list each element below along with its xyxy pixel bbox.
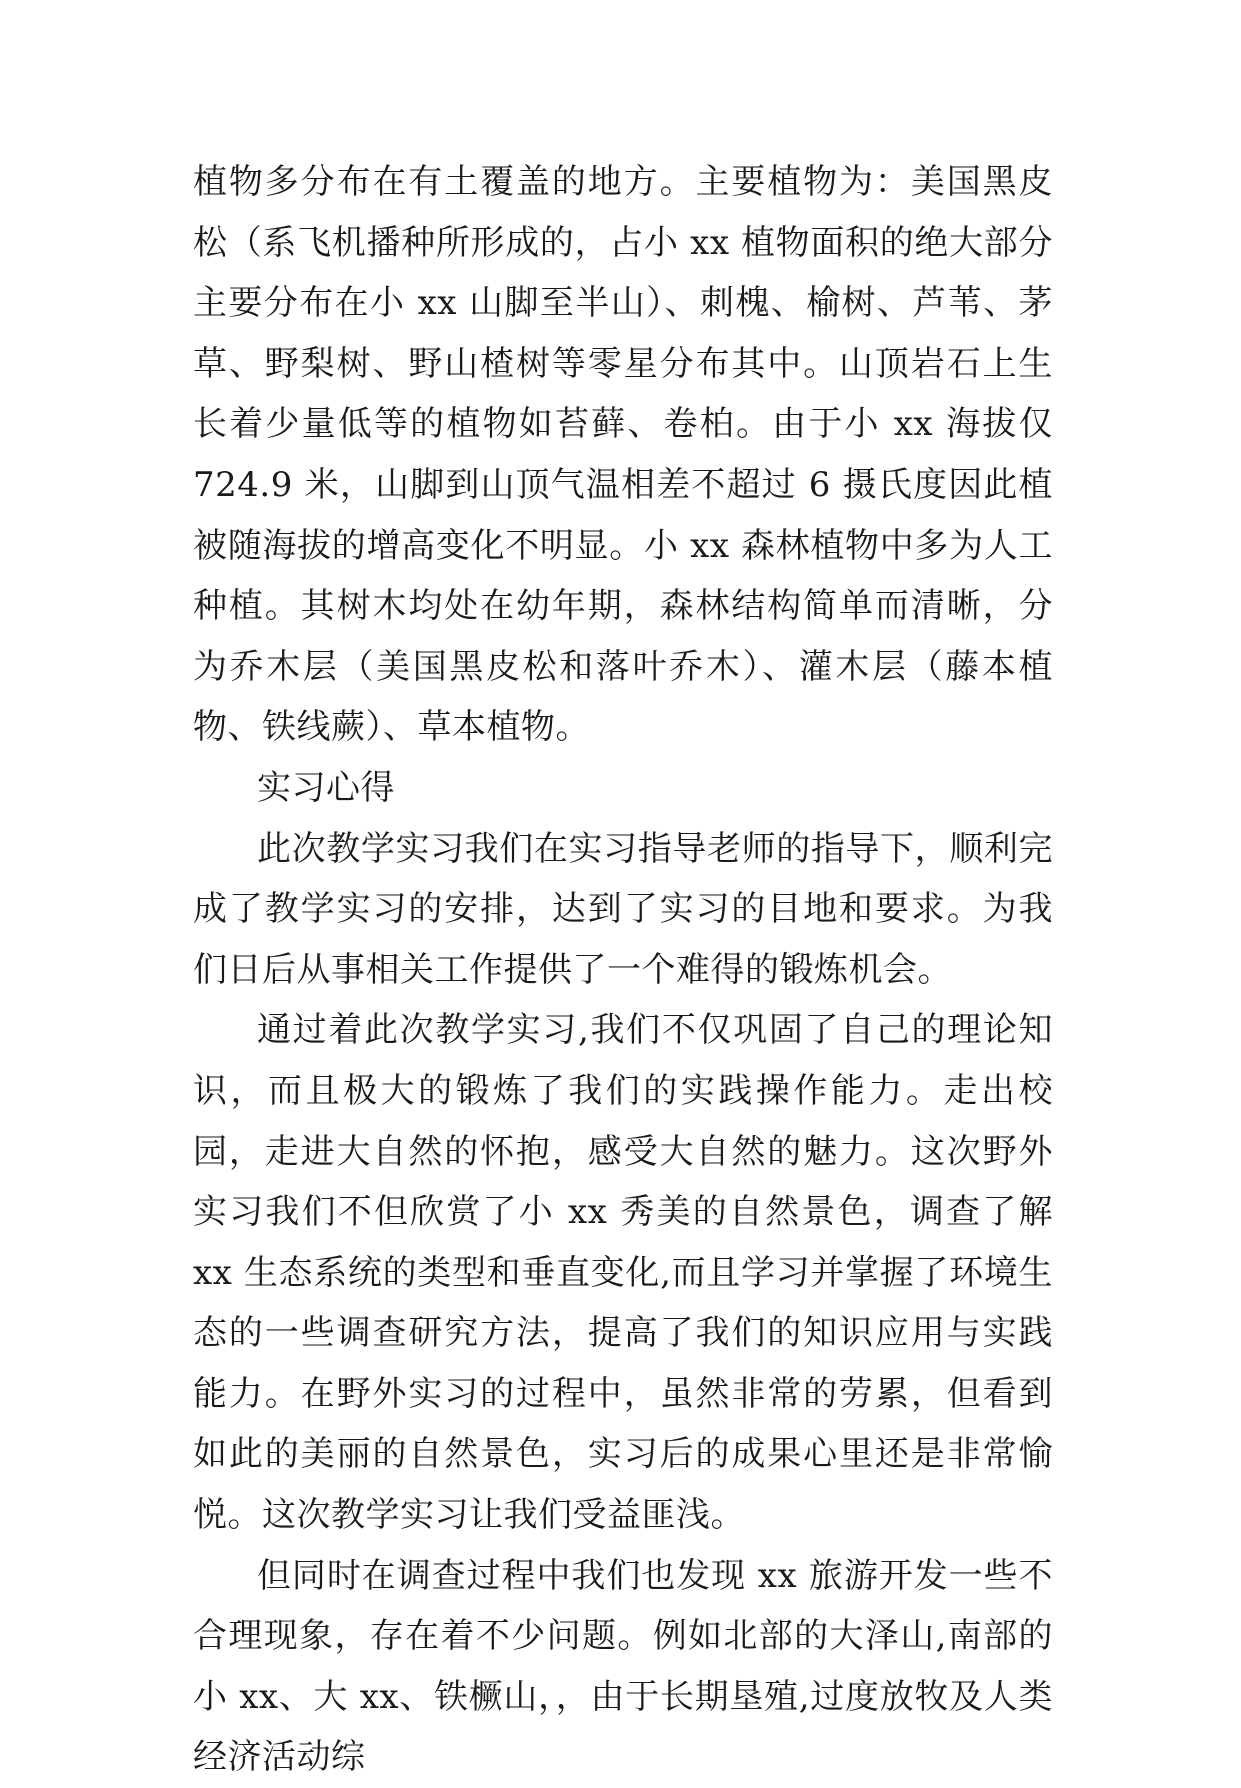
- paragraph-summary: 此次教学实习我们在实习指导老师的指导下，顺利完成了教学实习的安排，达到了实习的目地和要求。为我们日后从事相关工作提供了一个难得的锻炼机会。: [193, 828, 1053, 990]
- body-text: [193, 152, 1053, 1788]
- paragraph-problems: 但同时在调查过程中我们也发现 xx 旅游开发一些不合理现象，存在着不少问题。例如北部的大泽山,南部的小 xx、大 xx、铁橛山，，由于长期垦殖,过度放牧及人类经济活动综: [193, 1555, 1053, 1778]
- section-heading: 实习心得: [257, 767, 395, 808]
- paragraph-benefits: 通过着此次教学实习,我们不仅巩固了自己的理论知识，而且极大的锻炼了我们的实践操作能力。走出校园，走进大自然的怀抱，感受大自然的魅力。这次野外实习我们不但欣赏了小 xx 秀美的自然景色，调查了解 xx 生态系统的类型和垂直变化,而且学习并掌握了环境生态的一些调查研究方法，提高了我们的知识应用与实践能力。在野外实习的过程中，虽然非常的劳累，但看到如此的美丽的自然景色，实习后的成果心里还是非常愉悦。这次教学实习让我们受益匪浅。: [193, 1010, 1053, 1536]
- paragraph-vegetation: 植物多分布在有土覆盖的地方。主要植物为：美国黑皮松（系飞机播种所形成的，占小 xx 植物面积的绝大部分主要分布在小 xx 山脚至半山）、刺槐、榆树、芦苇、茅草、野梨树、野山楂树等零星分布其中。山顶岩石上生长着少量低等的植物如苔藓、卷柏。由于小 xx 海拔仅 724.9 米，山脚到山顶气温相差不超过 6 摄氏度因此植被随海拔的增高变化不明显。小 xx 森林植物中多为人工种植。其树木均处在幼年期，森林结构简单而清晰，分为乔木层（美国黑皮松和落叶乔木）、灌木层（藤本植物、铁线蕨）、草本植物。: [193, 162, 1053, 748]
